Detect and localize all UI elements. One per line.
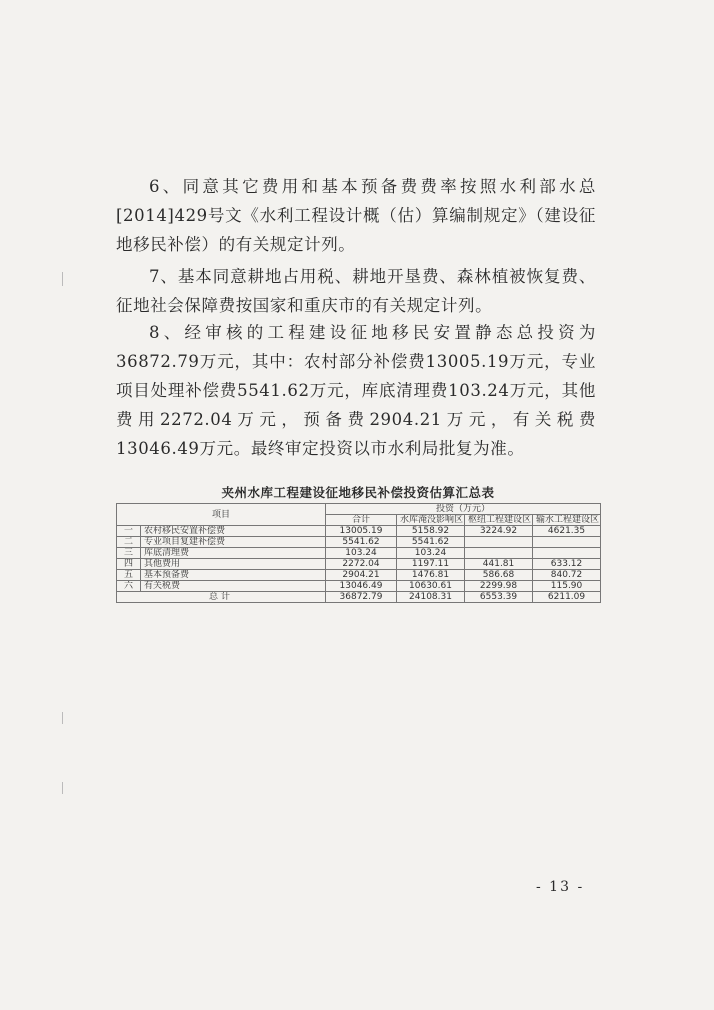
row-name: 农村移民安置补偿费 bbox=[141, 526, 326, 537]
table-total-row bbox=[117, 592, 601, 603]
row-hub: 2299.98 bbox=[465, 581, 533, 592]
row-name: 其他费用 bbox=[141, 559, 326, 570]
total-total: 36872.79 bbox=[326, 592, 397, 603]
row-hub: 441.81 bbox=[465, 559, 533, 570]
compensation-summary-table bbox=[116, 503, 601, 603]
header-reservoir: 水库淹没影响区 bbox=[397, 515, 465, 526]
header-investment: 投资（万元） bbox=[326, 504, 601, 515]
row-index: 一 bbox=[117, 526, 141, 537]
row-hub bbox=[465, 537, 533, 548]
table-row bbox=[117, 581, 601, 592]
table-row bbox=[117, 559, 601, 570]
row-reservoir: 1476.81 bbox=[397, 570, 465, 581]
header-item: 项目 bbox=[117, 504, 326, 526]
table-row bbox=[117, 548, 601, 559]
row-total: 103.24 bbox=[326, 548, 397, 559]
header-hub: 枢纽工程建设区 bbox=[465, 515, 533, 526]
row-name: 有关税费 bbox=[141, 581, 326, 592]
row-name: 专业项目复建补偿费 bbox=[141, 537, 326, 548]
total-label: 总计 bbox=[117, 592, 326, 603]
table-title: 夹州水库工程建设征地移民补偿投资估算汇总表 bbox=[221, 485, 495, 500]
header-total: 合计 bbox=[326, 515, 397, 526]
total-water-transfer: 6211.09 bbox=[533, 592, 601, 603]
row-total: 5541.62 bbox=[326, 537, 397, 548]
row-index: 三 bbox=[117, 548, 141, 559]
row-water-transfer: 840.72 bbox=[533, 570, 601, 581]
row-index: 二 bbox=[117, 537, 141, 548]
row-water-transfer: 633.12 bbox=[533, 559, 601, 570]
row-name: 库底清理费 bbox=[141, 548, 326, 559]
total-reservoir: 24108.31 bbox=[397, 592, 465, 603]
row-reservoir: 1197.11 bbox=[397, 559, 465, 570]
row-water-transfer bbox=[533, 537, 601, 548]
row-reservoir: 5541.62 bbox=[397, 537, 465, 548]
table-row bbox=[117, 537, 601, 548]
row-total: 13046.49 bbox=[326, 581, 397, 592]
row-name: 基本预备费 bbox=[141, 570, 326, 581]
table-row bbox=[117, 570, 601, 581]
paragraph-6: 6、同意其它费用和基本预备费费率按照水利部水总[2014]429号文《水利工程设计概（估）算编制规定》（建设征地移民补偿）的有关规定计列。 bbox=[116, 177, 596, 254]
row-index: 六 bbox=[117, 581, 141, 592]
row-water-transfer: 4621.35 bbox=[533, 526, 601, 537]
row-total: 2272.04 bbox=[326, 559, 397, 570]
row-water-transfer bbox=[533, 548, 601, 559]
row-reservoir: 5158.92 bbox=[397, 526, 465, 537]
header-water-transfer: 输水工程建设区 bbox=[533, 515, 601, 526]
table-header-row bbox=[117, 504, 601, 515]
row-reservoir: 10630.61 bbox=[397, 581, 465, 592]
row-index: 四 bbox=[117, 559, 141, 570]
row-hub: 3224.92 bbox=[465, 526, 533, 537]
paragraph-7: 7、基本同意耕地占用税、耕地开垦费、森林植被恢复费、征地社会保障费按国家和重庆市的有关规定计列。 bbox=[116, 267, 596, 315]
row-total: 13005.19 bbox=[326, 526, 397, 537]
paragraph-8: 8、经审核的工程建设征地移民安置静态总投资为36872.79万元，其中：农村部分补偿费13005.19万元，专业项目处理补偿费5541.62万元，库底清理费103.24万元，其他费用2272.04万元，预备费2904.21万元，有关税费13046.49万元。最终审定投资以市水利局批复为准。 bbox=[116, 323, 596, 458]
row-index: 五 bbox=[117, 570, 141, 581]
row-hub bbox=[465, 548, 533, 559]
row-hub: 586.68 bbox=[465, 570, 533, 581]
row-reservoir: 103.24 bbox=[397, 548, 465, 559]
table-row bbox=[117, 526, 601, 537]
page-number: - 13 - bbox=[536, 879, 585, 895]
row-total: 2904.21 bbox=[326, 570, 397, 581]
scan-mark bbox=[62, 712, 63, 724]
scan-mark bbox=[62, 272, 63, 286]
scan-mark bbox=[62, 782, 63, 794]
total-hub: 6553.39 bbox=[465, 592, 533, 603]
row-water-transfer: 115.90 bbox=[533, 581, 601, 592]
